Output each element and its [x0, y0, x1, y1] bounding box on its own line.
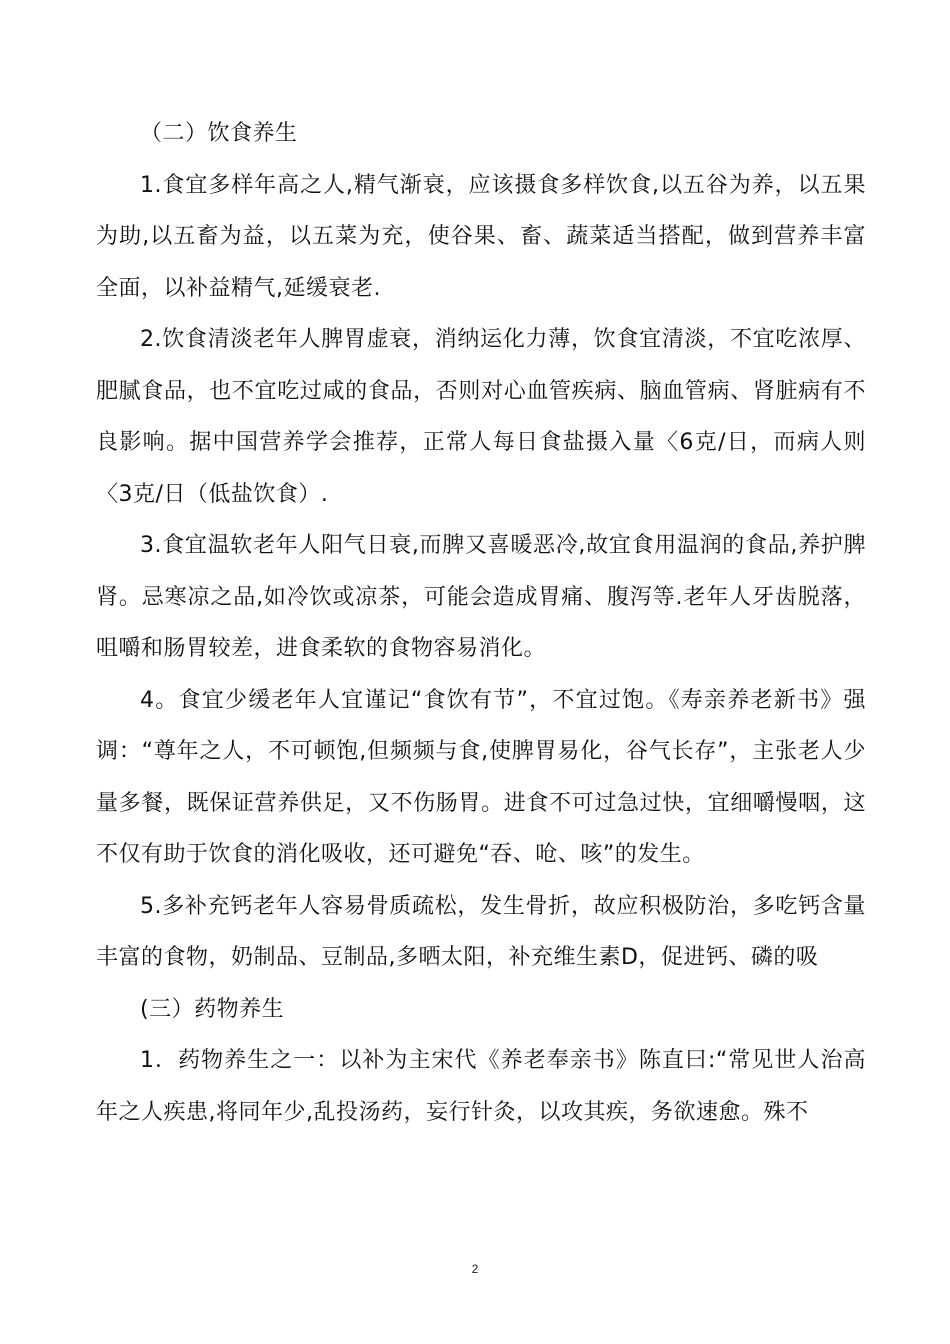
document-body [96, 108, 866, 1138]
paragraph-item-2: 2.饮食清淡老年人脾胃虚衰，消纳运化力薄，饮食宜清淡，不宜吃浓厚、肥腻食品，也不宜吃过咸的食品，否则对心血管疾病、脑血管病、肾脏病有不良影响。据中国营养学会推荐，正常人每日食盐摄入量〈6克/日，而病人则〈3克/日（低盐饮食）. [96, 327, 866, 507]
paragraph-item-5: 5.多补充钙老年人容易骨质疏松，发生骨折，故应积极防治，多吃钙含量丰富的食物，奶制品、豆制品,多晒太阳，补充维生素D，促进钙、磷的吸 [96, 893, 866, 970]
paragraph-item-4: 4。食宜少缓老年人宜谨记“食饮有节”，不宜过饱。《寿亲养老新书》强调：“尊年之人，不可顿饱,但频频与食,使脾胃易化，谷气长存”，主张老人少量多餐，既保证营养供足，又不伤肠胃。进食不可过急过快，宜细嚼慢咽，这不仅有助于饮食的消化吸收，还可避免“吞、呛、咳”的发生。 [96, 687, 866, 867]
paragraph-item-3: 3.食宜温软老年人阳气日衰,而脾又喜暖恶冷,故宜食用温润的食品,养护脾肾。忌寒凉之品,如冷饮或凉茶，可能会造成胃痛、腹泻等.老年人牙齿脱落，咀嚼和肠胃较差，进食柔软的食物容易消化。 [96, 533, 866, 661]
section-heading-diet: （二）饮食养生 [140, 121, 298, 146]
paragraph-medicine-1: 1．药物养生之一：以补为主宋代《养老奉亲书》陈直曰:“常见世人治高年之人疾患,将同年少,乱投汤药，妄行针灸，以攻其疾，务欲速愈。殊不 [96, 1048, 866, 1125]
paragraph-item-1: 1.食宜多样年高之人,精气渐衰，应该摄食多样饮食,以五谷为养，以五果为助,以五畜为益，以五菜为充，使谷果、畜、蔬菜适当搭配，做到营养丰富全面，以补益精气,延缓衰老. [96, 172, 866, 301]
page-number: 2 [471, 1262, 479, 1276]
section-heading-medicine: (三）药物养生 [140, 996, 285, 1022]
